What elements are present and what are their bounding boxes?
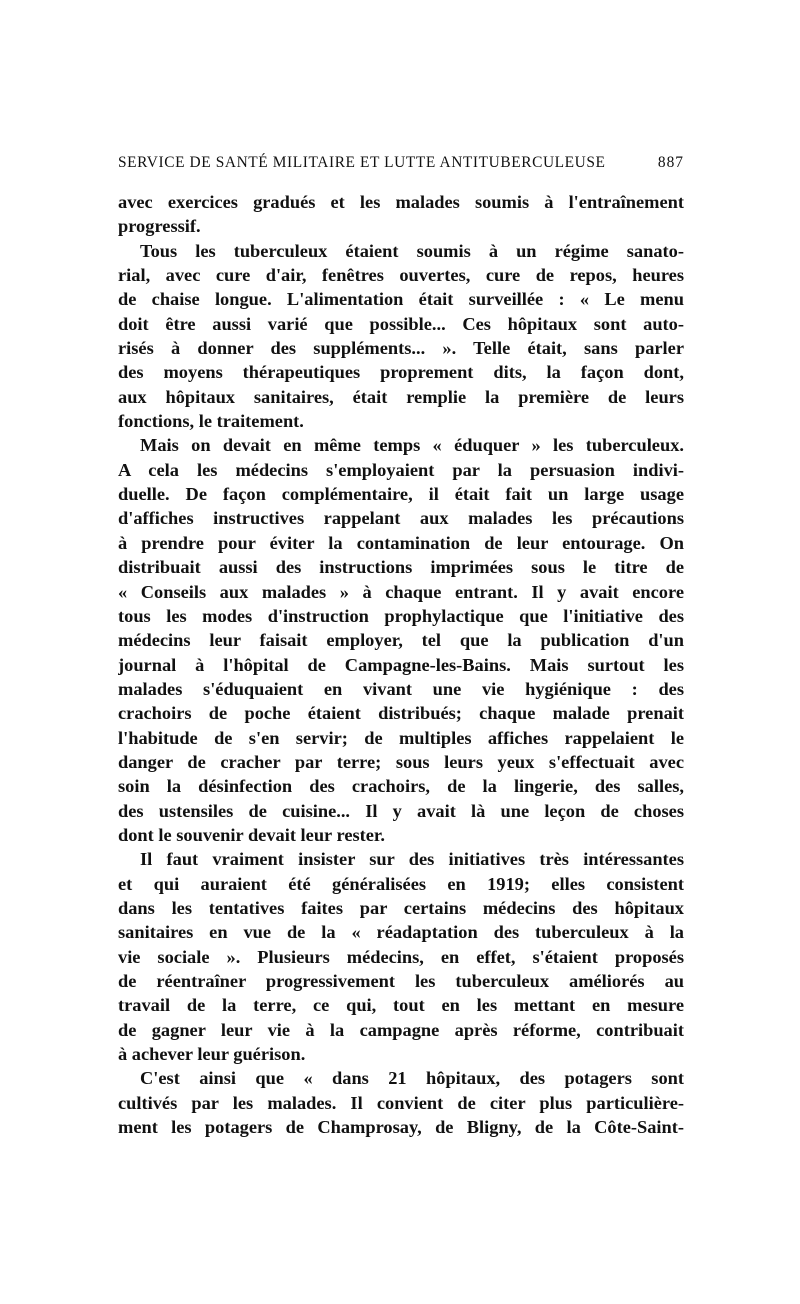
text-line: aux hôpitaux sanitaires, était remplie la première de leurs <box>118 386 684 407</box>
running-head-title: SERVICE DE SANTÉ MILITAIRE ET LUTTE ANTITUBERCULEUSE <box>118 154 606 171</box>
text-line: progressif. <box>118 216 201 237</box>
text-line: avec exercices gradués et les malades soumis à l'entraînement <box>118 192 684 212</box>
text-line: de réentraîner progressivement les tuberculeux améliorés au <box>118 971 684 991</box>
text-line: travail de la terre, ce qui, tout en les mettant en mesure <box>118 995 684 1016</box>
text-line: à achever leur guérison. <box>118 1044 306 1065</box>
text-line: doit être aussi varié que possible... Ces hôpitaux sont auto- <box>118 313 684 334</box>
text-line: d'affiches instructives rappelant aux malades les précautions <box>118 508 684 529</box>
text-line: dans les tentatives faites par certains médecins des hôpitaux <box>118 897 684 918</box>
text-line: fonctions, le traitement. <box>118 411 304 432</box>
text-line: à prendre pour éviter la contamination de leur entourage. On <box>118 532 684 553</box>
text-line: « Conseils aux malades » à chaque entrant. Il y avait encore <box>118 581 684 602</box>
text-line: distribuait aussi des instructions imprimées sous le titre de <box>118 557 684 578</box>
paragraph-3 <box>118 433 684 847</box>
book-page <box>118 148 684 1139</box>
text-line: des ustensiles de cuisine... Il y avait là une leçon de choses <box>118 800 684 821</box>
paragraph-4 <box>118 847 684 1066</box>
text-line: soin la désinfection des crachoirs, de la lingerie, des salles, <box>118 776 684 797</box>
page-number: 887 <box>657 154 684 171</box>
body-text <box>118 190 684 1139</box>
text-line: l'habitude de s'en servir; de multiples affiches rappelaient le <box>118 727 684 748</box>
paragraph-2 <box>118 239 684 434</box>
text-line: dont le souvenir devait leur rester. <box>118 824 385 845</box>
text-line: malades s'éduquaient en vivant une vie hygiénique : des <box>118 678 684 699</box>
text-line: A cela les médecins s'employaient par la persuasion indivi- <box>118 459 684 480</box>
text-line: journal à l'hôpital de Campagne-les-Bains. Mais surtout les <box>118 654 684 675</box>
text-line: crachoirs de poche étaient distribués; chaque malade prenait <box>118 703 684 724</box>
text-line: Mais on devait en même temps « éduquer » les tuberculeux. <box>140 435 684 456</box>
paragraph-5 <box>118 1066 684 1139</box>
text-line: et qui auraient été généralisées en 1919; elles consistent <box>118 873 684 894</box>
text-line: de gagner leur vie à la campagne après réforme, contribuait <box>118 1019 684 1040</box>
text-line: de chaise longue. L'alimentation était surveillée : « Le menu <box>118 289 684 310</box>
text-line: Tous les tuberculeux étaient soumis à un régime sanato- <box>140 240 684 261</box>
text-line: risés à donner des suppléments... ». Telle était, sans parler <box>118 338 684 359</box>
text-line: vie sociale ». Plusieurs médecins, en effet, s'étaient proposés <box>118 946 684 967</box>
text-line: cultivés par les malades. Il convient de citer plus particulière- <box>118 1092 684 1113</box>
text-line: ment les potagers de Champrosay, de Bligny, de la Côte-Saint- <box>118 1117 684 1138</box>
text-line: Il faut vraiment insister sur des initiatives très intéressantes <box>140 849 684 870</box>
paragraph-1 <box>118 190 684 239</box>
text-line: danger de cracher par terre; sous leurs yeux s'effectuait avec <box>118 751 684 772</box>
text-line: C'est ainsi que « dans 21 hôpitaux, des potagers sont <box>140 1068 684 1089</box>
text-line: médecins leur faisait employer, tel que la publication d'un <box>118 630 684 651</box>
text-line: rial, avec cure d'air, fenêtres ouvertes, cure de repos, heures <box>118 265 684 286</box>
running-head <box>118 148 684 178</box>
text-line: duelle. De façon complémentaire, il était fait un large usage <box>118 484 684 505</box>
text-line: tous les modes d'instruction prophylactique que l'initiative des <box>118 605 684 626</box>
text-line: sanitaires en vue de la « réadaptation des tuberculeux à la <box>118 922 684 943</box>
text-line: des moyens thérapeutiques proprement dits, la façon dont, <box>118 362 684 383</box>
